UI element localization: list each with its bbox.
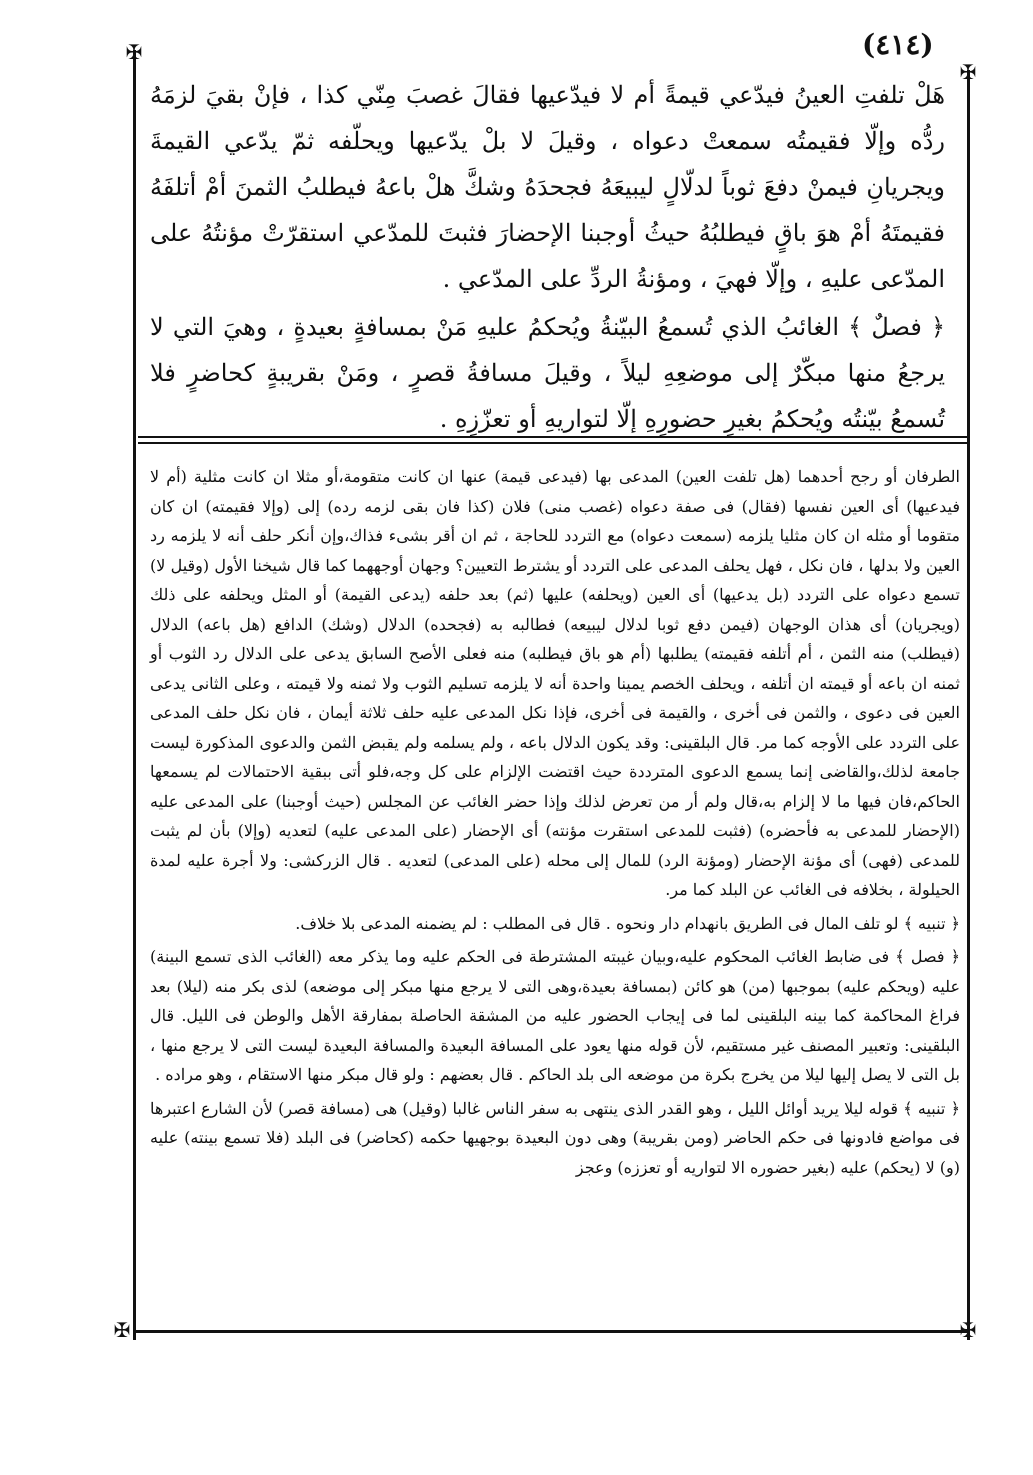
page-number: (٤١٤) xyxy=(862,28,934,61)
commentary-section: ﴿ فصل ﴾ فى ضابط الغائب المحكوم عليه،وبيان غيبته المشترطة فى الحكم عليه وما يذكر معه (الغائب الذى تسمع البينة) عليه (ويحكم عليه) بموجبها (من) هو كائن (بمسافة بعيدة،وهى التى لا يرجع منها مبكر إلى موضعه) لذى بكر منه (ليلا) بعد فراغ المحاكمة كما بينه البلقينى لما فى إيجاب الحضور عليه من المشقة الحاصلة بمفارقة الأهل والوطن فى الليل. قال البلقينى: وتعبير المصنف غير مستقيم، لأن قوله منها يعود على المسافة البعيدة والمسافة البعيدة ليست التى لا يرجع منها ، بل التى لا يصل إليها ليلا من يخرج بكرة من موضعه الى بلد الحاكم . قال بعضهم : ولو قال مبكر منها الاستقام ، وهو مراده . xyxy=(150,947,960,1084)
page-border-left xyxy=(133,50,136,1340)
corner-ornament-icon: ✠ xyxy=(125,40,143,64)
commentary-note: ﴿ تنبيه ﴾ قوله ليلا يريد أوائل الليل ، وهو القدر الذى ينتهى به سفر الناس غالبا (وقيل) هى (مسافة قصر) لأن الشارع اعتبرها فى مواضع فادونها فى حكم الحاضر (ومن بقريبة) وهى دون البعيدة بوجهيها حكمه (كحاضر) فى البلد (فلا تسمع بينته) عليه (و) لا (يحكم) عليه (بغير حضوره الا لتواريه أو تعززه) وعجز xyxy=(150,1098,961,1177)
main-text xyxy=(150,72,945,444)
main-paragraph: ﴿ فصلٌ ﴾ الغائبُ الذي تُسمعُ البيّنةُ ويُحكمُ عليهِ مَنْ بمسافةٍ بعيدةٍ ، وهيَ التي لا يرجعُ منها مبكّرٌ إلى موضعِهِ ليلاً ، وقيلَ مسافةُ قصرٍ ، ومَنْ بقريبةٍ كحاضرٍ فلا تُسمعُ بيّنتُه ويُحكمُ بغيرِ حضورِهِ إلّا لتواريهِ أو تعزّزِهِ . xyxy=(150,313,945,433)
commentary-note: ﴿ تنبيه ﴾ لو تلف المال فى الطريق بانهدام دار ونحوه . قال فى المطلب : لم يضمنه المدعى بلا خلاف. xyxy=(295,913,960,933)
corner-ornament-icon: ✠ xyxy=(959,60,977,84)
commentary-paragraph: الطرفان أو رجح أحدهما (هل تلفت العين) المدعى بها (فيدعى قيمة) عنها ان كانت متقومة،أو مثلا ان كانت مثلية (أم لا فيدعيها) أى العين نفسها (فقال) فى صفة دعواه (غصب منى) فلان (كذا فان بقى لزمه رده) إلى (وإلا فقيمته) ان كان متقوما أو مثله ان كان مثليا يلزمه (سمعت دعواه) مع التردد للحاجة ، ثم ان أقر بشىء فذاك،وإن أنكر حلف أنه لا يلزمه رد العين ولا بدلها ، فان نكل ، فهل يحلف المدعى على التردد أو يشترط التعيين؟ وجهان أوجههما كما قال شيخنا الأول (وقيل لا) تسمع دعواه على التردد (بل يدعيها) أى العين (ويحلفه) عليها (ثم) بعد حلفه (يدعى القيمة) أو المثل ويحلفه على ذلك (ويجريان) أى هذان الوجهان (فيمن دفع ثوبا لدلال ليبيعه) فطالبه به (فجحده) الدلال (وشك) الدافع (هل باعه) الدلال (فيطلب) منه الثمن ، أم أتلفه فقيمته) يطلبها (أم هو باق فيطلبه) منه فعلى الأصح السابق يدعى على الدلال رد الثوب أو ثمنه ان باعه أو قيمته ان أتلفه ، ويحلف الخصم يمينا واحدة أنه لا يلزمه تسليم الثوب ولا ثمنه ولا قيمته ، وعلى الثانى يدعى العين فى دعوى ، والثمن فى أخرى ، والقيمة فى أخرى، فإذا نكل المدعى عليه حلف ثلاثة أيمان ، فان نكل حلف المدعى على التردد على الأوجه كما مر. قال البلقينى: وقد يكون الدلال باعه ، ولم يسلمه ولم يقبض الثمن والدعوى المذكورة ليست جامعة لذلك،والقاضى إنما يسمع الدعوى المترددة حيث اقتضت الإلزام على كل وجه،فلو أتى ببقية الاحتمالات لم يسمعها الحاكم،فان فيها ما لا إلزام به،قال ولم أر من تعرض لذلك وإذا حضر الغائب عن المجلس (حيث أوجبنا) على المدعى عليه (الإحضار للمدعى به فأحضره) (فثبت للمدعى استقرت مؤنته) أى الإحضار (على المدعى عليه) لتعديه (وإلا) بأن لم يثبت للمدعى (فهى) أى مؤنة الإحضار (ومؤنة الرد) للمال إلى محله (على المدعى) لتعديه . قال الزركشى: ولا أجرة عليه لمدة الحيلولة ، بخلافه فى الغائب عن البلد كما مر. xyxy=(150,467,960,899)
corner-ornament-icon: ✠ xyxy=(959,1318,977,1342)
main-paragraph: هَلْ تلفتِ العينُ فيدّعي قيمةً أم لا فيدّعيها فقالَ غصبَ مِنّي كذا ، فإنْ بقيَ لزمَهُ ردُّه وإلّا فقيمتُه سمعتْ دعواه ، وقيلَ لا بلْ يدّعيها ويحلّفه ثمّ يدّعي القيمةَ ويجريانِ فيمنْ دفعَ ثوباً لدلّالٍ ليبيعَهُ فجحدَهُ وشكَّ هلْ باعهُ فيطلبُ الثمنَ أمْ أتلفَهُ فقيمتَهُ أمْ هوَ باقٍ فيطلبُهُ حيثُ أوجبنا الإحضارَ فثبتَ للمدّعي استقرّتْ مؤنتُهُ على المدّعى عليهِ ، وإلّا فهيَ ، ومؤنةُ الردِّ على المدّعي . xyxy=(150,81,945,293)
commentary-text xyxy=(150,462,960,1182)
page-border-right xyxy=(967,70,970,1340)
page-border-bottom xyxy=(133,1330,970,1333)
corner-ornament-icon: ✠ xyxy=(113,1318,131,1342)
section-divider xyxy=(138,442,968,444)
section-divider xyxy=(138,436,968,438)
